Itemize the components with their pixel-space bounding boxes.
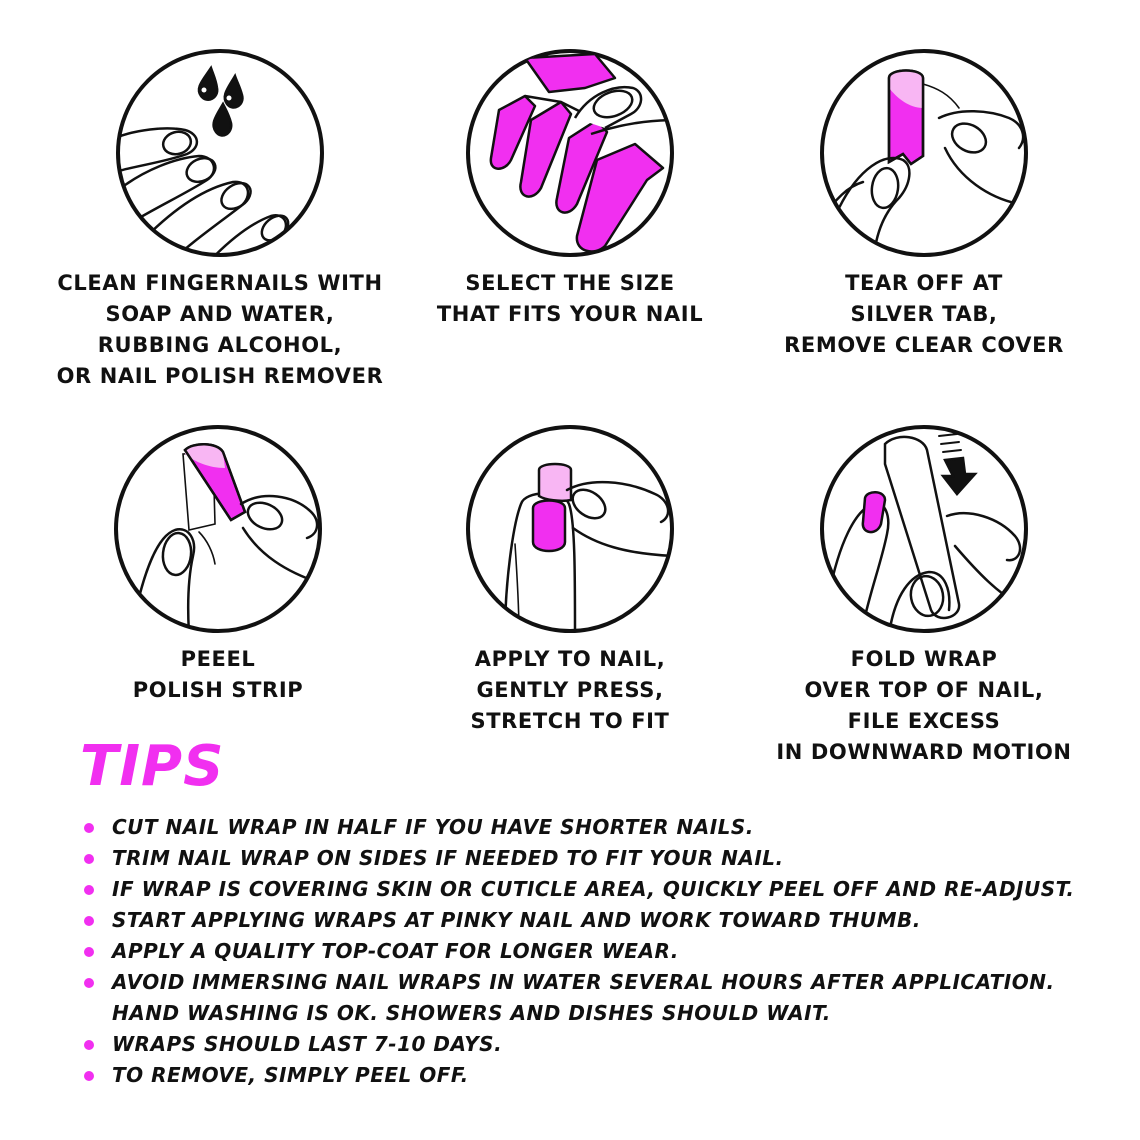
caption-line: FILE EXCESS	[847, 709, 1001, 733]
caption-line: OR NAIL POLISH REMOVER	[56, 364, 384, 388]
caption-line: SOAP AND WATER,	[105, 302, 335, 326]
tips-title: TIPS	[80, 734, 225, 799]
select-size-icon	[465, 48, 675, 258]
tear-off-tab-icon	[819, 48, 1029, 258]
caption-line: FOLD WRAP	[850, 647, 998, 671]
tip-text-continued: HAND WASHING IS OK. SHOWERS AND DISHES SHOULD WAIT.	[112, 1001, 831, 1025]
clean-nails-icon	[115, 48, 325, 258]
caption-line: POLISH STRIP	[132, 678, 304, 702]
caption-line: TEAR OFF AT	[845, 271, 1003, 295]
caption-line: REMOVE CLEAR COVER	[784, 333, 1064, 357]
tip-text: WRAPS SHOULD LAST 7-10 DAYS.	[112, 1032, 503, 1056]
apply-to-nail-icon	[465, 424, 675, 634]
bullet-dot-icon	[84, 947, 94, 957]
caption-line: OVER TOP OF NAIL,	[804, 678, 1044, 702]
tips-list	[84, 812, 1074, 1091]
tip-text: TO REMOVE, SIMPLY PEEL OFF.	[112, 1063, 469, 1087]
peel-strip-icon	[113, 424, 323, 634]
step-caption	[38, 644, 398, 706]
tip-item	[84, 1060, 1074, 1091]
bullet-dot-icon	[84, 1071, 94, 1081]
step-caption	[744, 268, 1104, 361]
step-caption	[40, 268, 400, 392]
bullet-dot-icon	[84, 854, 94, 864]
tip-item	[84, 1029, 1074, 1060]
caption-line: IN DOWNWARD MOTION	[776, 740, 1072, 764]
fold-and-file-icon	[819, 424, 1029, 634]
bullet-dot-icon	[84, 916, 94, 926]
caption-line: CLEAN FINGERNAILS WITH	[57, 271, 383, 295]
bullet-dot-icon	[84, 823, 94, 833]
caption-line: PEEEL	[180, 647, 256, 671]
tip-item	[84, 812, 1074, 843]
caption-line: RUBBING ALCOHOL,	[97, 333, 343, 357]
tip-item	[84, 874, 1074, 905]
caption-line: SELECT THE SIZE	[465, 271, 675, 295]
step-caption	[744, 644, 1104, 768]
tip-text: TRIM NAIL WRAP ON SIDES IF NEEDED TO FIT YOUR NAIL.	[112, 846, 784, 870]
caption-line: GENTLY PRESS,	[476, 678, 664, 702]
tip-item	[84, 843, 1074, 874]
tip-text: AVOID IMMERSING NAIL WRAPS IN WATER SEVERAL HOURS AFTER APPLICATION.	[112, 970, 1055, 994]
tip-item	[84, 967, 1074, 1029]
caption-line: SILVER TAB,	[850, 302, 998, 326]
tip-item	[84, 905, 1074, 936]
step-caption	[390, 268, 750, 330]
caption-line: APPLY TO NAIL,	[474, 647, 666, 671]
caption-line: THAT FITS YOUR NAIL	[436, 302, 704, 326]
tip-text: CUT NAIL WRAP IN HALF IF YOU HAVE SHORTER NAILS.	[112, 815, 754, 839]
caption-line: STRETCH TO FIT	[470, 709, 670, 733]
bullet-dot-icon	[84, 978, 94, 988]
bullet-dot-icon	[84, 885, 94, 895]
step-caption	[390, 644, 750, 737]
tip-item	[84, 936, 1074, 967]
bullet-dot-icon	[84, 1040, 94, 1050]
tip-text: START APPLYING WRAPS AT PINKY NAIL AND WORK TOWARD THUMB.	[112, 908, 921, 932]
tip-text: IF WRAP IS COVERING SKIN OR CUTICLE AREA, QUICKLY PEEL OFF AND RE-ADJUST.	[112, 877, 1075, 901]
tip-text: APPLY A QUALITY TOP-COAT FOR LONGER WEAR.	[112, 939, 679, 963]
